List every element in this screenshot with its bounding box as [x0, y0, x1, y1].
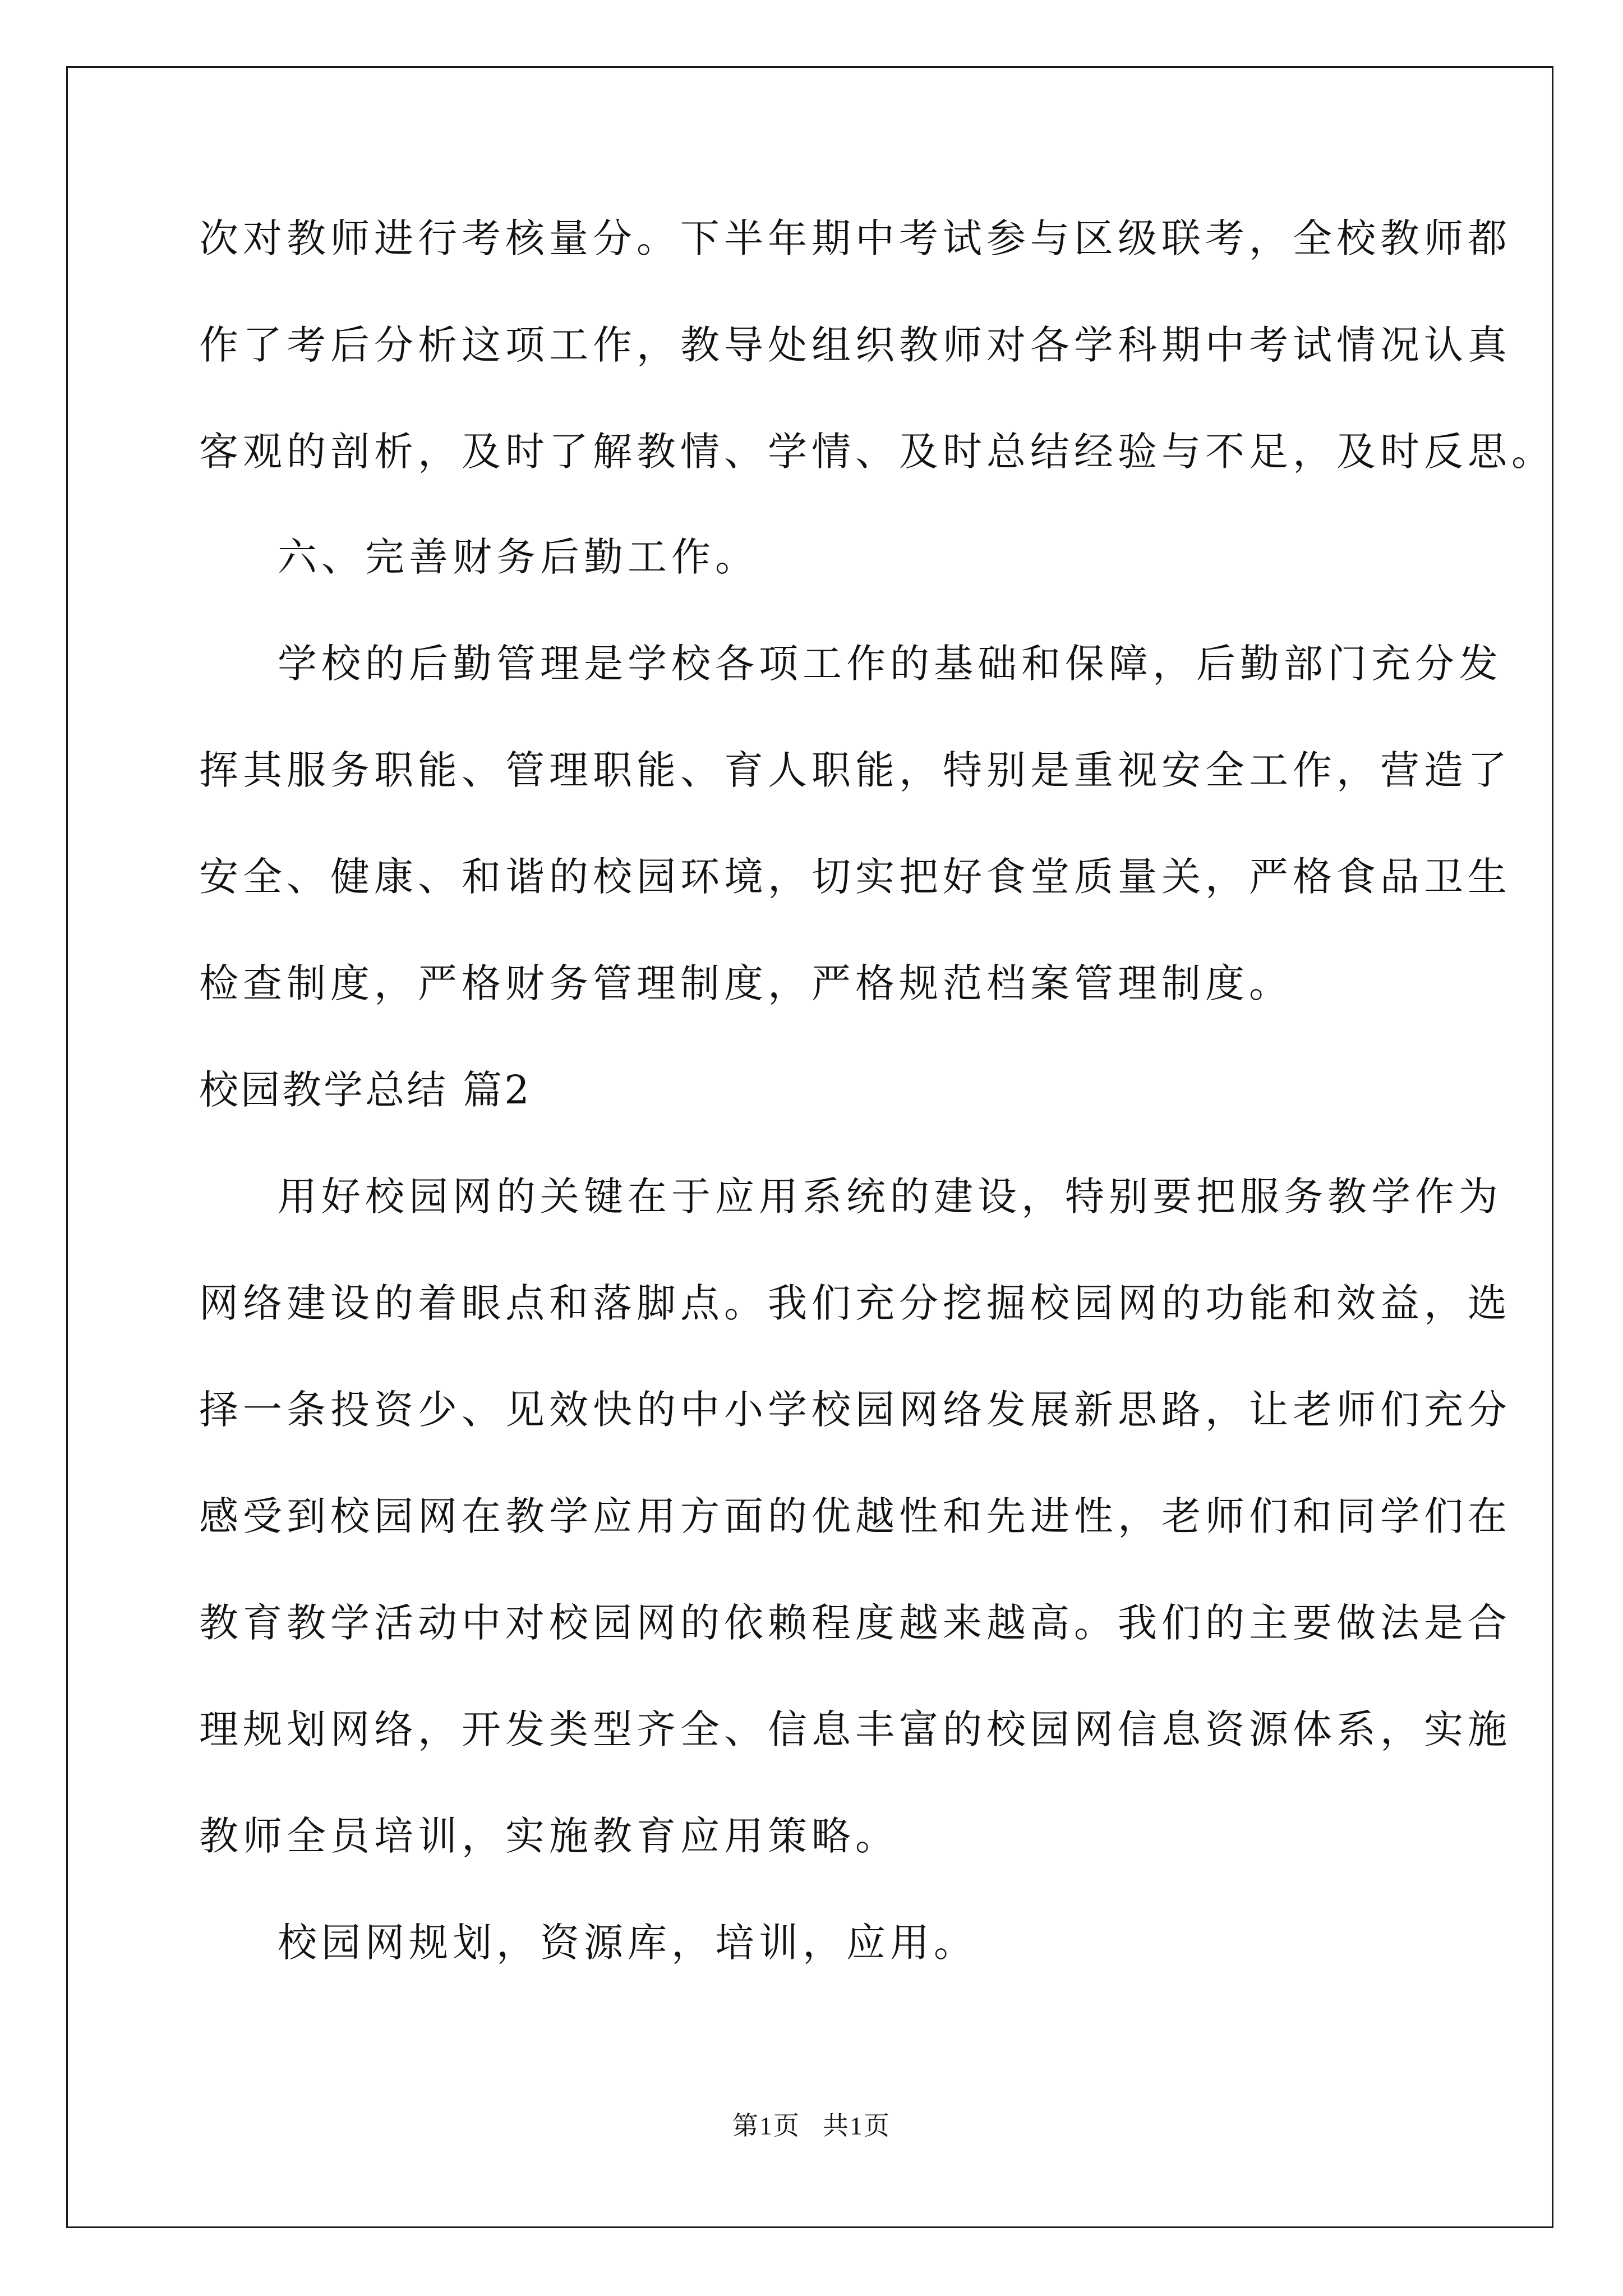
paragraph-line: 挥其服务职能、管理职能、育人职能，特别是重视安全工作，营造了 — [199, 747, 1511, 793]
paragraph-line: 作了考后分析这项工作，教导处组织教师对各学科期中考试情况认真 — [199, 322, 1511, 368]
paragraph-line: 校园网规划，资源库，培训，应用。 — [278, 1920, 978, 1966]
paragraph-line: 网络建设的着眼点和落脚点。我们充分挖掘校园网的功能和效益，选 — [199, 1280, 1511, 1326]
paragraph-line: 教育教学活动中对校园网的依赖程度越来越高。我们的主要做法是合 — [199, 1600, 1511, 1646]
paragraph-line: 感受到校园网在教学应用方面的优越性和先进性，老师们和同学们在 — [199, 1493, 1511, 1539]
paragraph-line: 安全、健康、和谐的校园环境，切实把好食堂质量关，严格食品卫生 — [199, 854, 1511, 900]
paragraph-line: 择一条投资少、见效快的中小学校园网络发展新思路，让老师们充分 — [199, 1387, 1511, 1433]
page-number: 第1页 — [732, 2111, 800, 2140]
paragraph-line: 次对教师进行考核量分。下半年期中考试参与区级联考，全校教师都 — [199, 215, 1511, 261]
article-title: 校园教学总结 篇2 — [199, 1067, 532, 1113]
page-footer — [0, 2109, 1623, 2143]
paragraph-line: 用好校园网的关键在于应用系统的建设，特别要把服务教学作为 — [278, 1174, 1502, 1220]
paragraph-line: 客观的剖析，及时了解教情、学情、及时总结经验与不足，及时反思。 — [199, 429, 1555, 475]
page-border — [66, 66, 1553, 2228]
page-total: 共1页 — [823, 2111, 891, 2140]
paragraph-line: 检查制度，严格财务管理制度，严格规范档案管理制度。 — [199, 960, 1293, 1006]
paragraph-line: 理规划网络，开发类型齐全、信息丰富的校园网信息资源体系，实施 — [199, 1706, 1511, 1752]
paragraph-line: 教师全员培训，实施教育应用策略。 — [199, 1813, 899, 1859]
section-heading: 六、完善财务后勤工作。 — [278, 534, 759, 580]
paragraph-line: 学校的后勤管理是学校各项工作的基础和保障，后勤部门充分发 — [278, 641, 1502, 687]
